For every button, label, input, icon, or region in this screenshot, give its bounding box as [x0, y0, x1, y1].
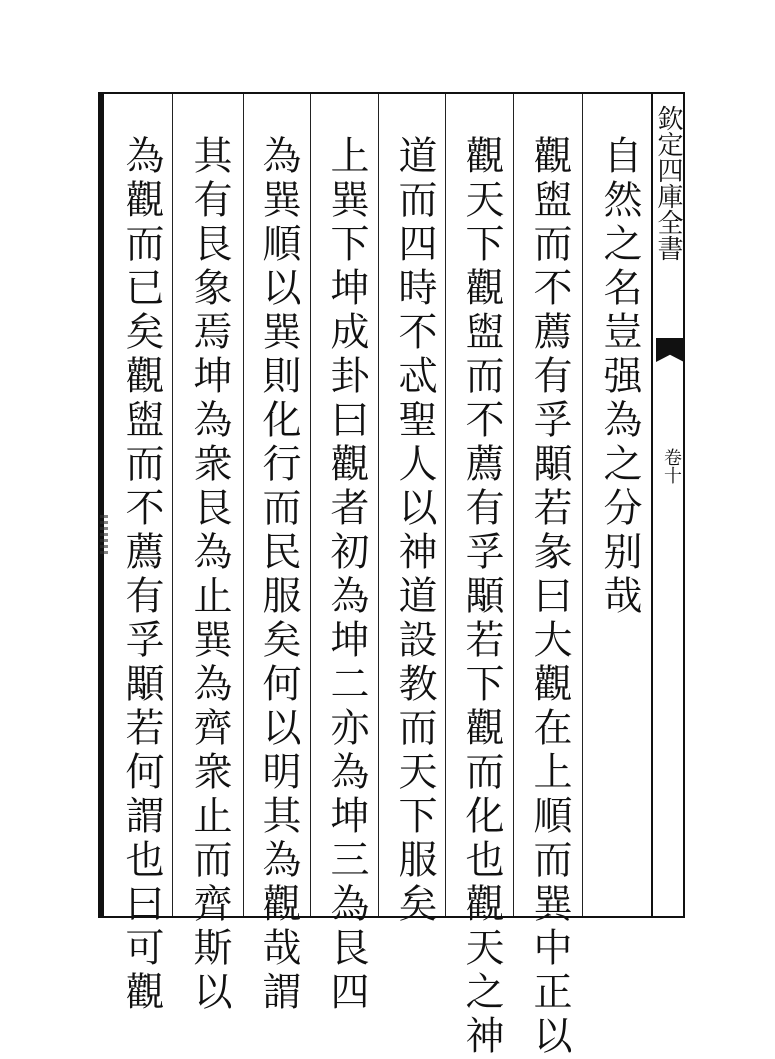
column-rule [582, 94, 583, 916]
text-column-8: 為觀而已矣觀盥而不薦有孚顒若何謂也曰可觀 [119, 135, 164, 1015]
column-rule [513, 94, 514, 916]
text-column-3: 觀天下觀盥而不薦有孚顒若下觀而化也觀天之神 [459, 135, 504, 1059]
text-column-4: 道而四時不忒聖人以神道設教而天下服矣 [392, 135, 437, 927]
text-column-2: 觀盥而不薦有孚顒若彖曰大觀在上順而巽中正以 [527, 135, 572, 1059]
margin-volume-label: 卷十 [661, 448, 682, 484]
column-rule [243, 94, 244, 916]
text-column-7: 其有艮象焉坤為衆艮為止巽為齊衆止而齊斯以 [187, 135, 232, 1015]
column-rule [310, 94, 311, 916]
scan-artifact [100, 515, 108, 555]
column-rule [172, 94, 173, 916]
text-column-5: 上巽下坤成卦曰觀者初為坤二亦為坤三為艮四 [324, 135, 369, 1015]
text-column-6: 為巽順以巽則化行而民服矣何以明其為觀哉謂 [256, 135, 301, 1015]
text-column-1: 自然之名豈强為之分别哉 [597, 135, 642, 619]
column-rule [378, 94, 379, 916]
column-rule [445, 94, 446, 916]
margin-book-title: 欽定四庫全書 [653, 105, 683, 261]
